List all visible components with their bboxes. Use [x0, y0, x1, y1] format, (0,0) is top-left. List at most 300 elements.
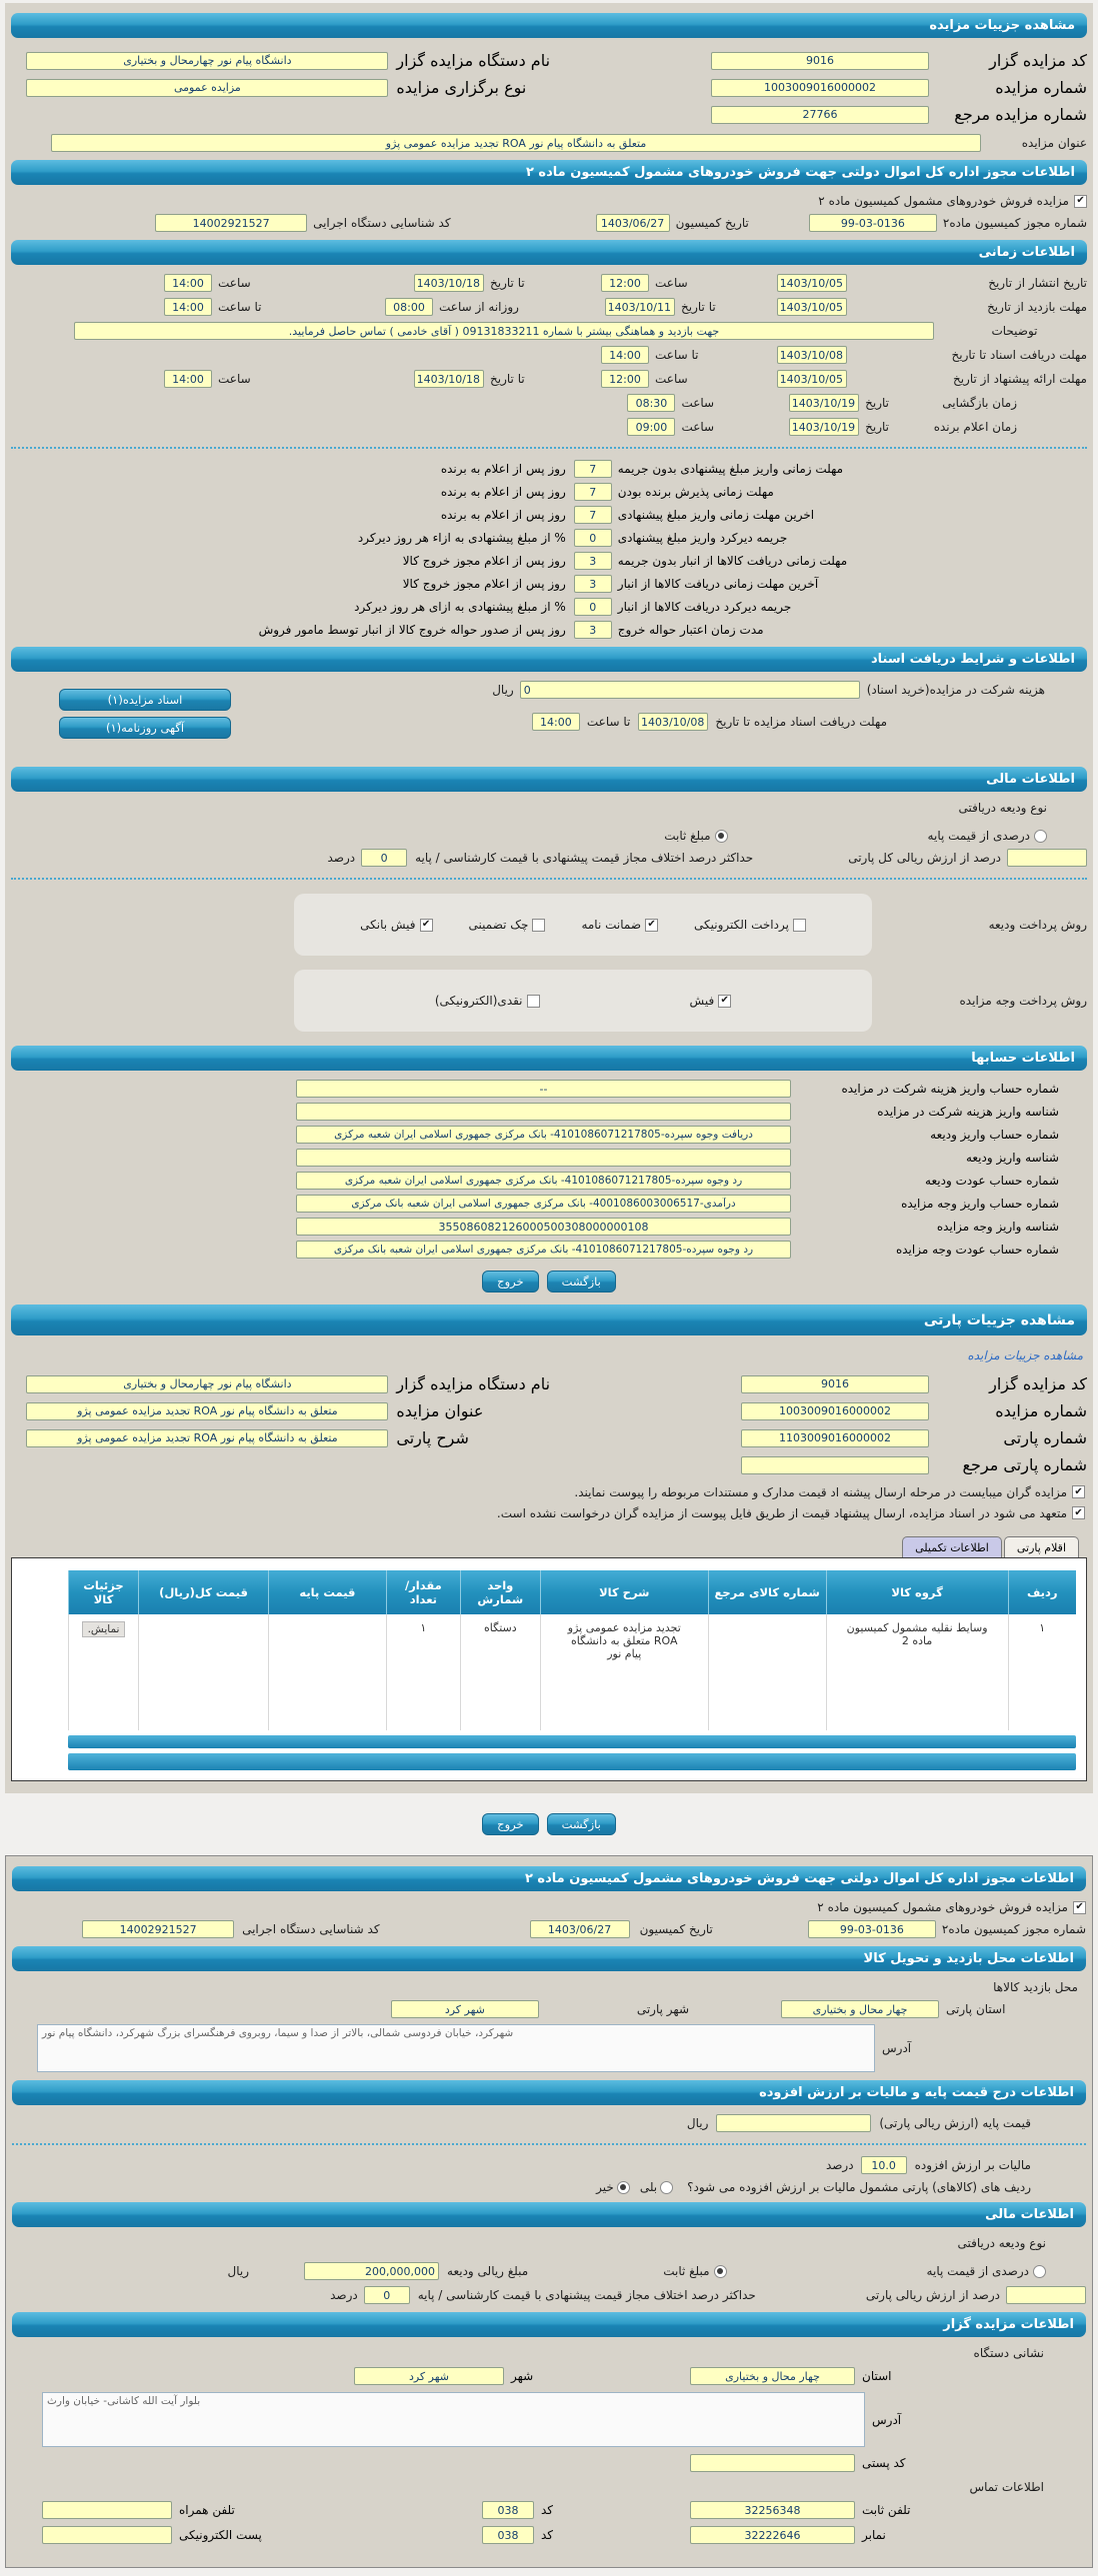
field-auctioneer-code — [554, 1374, 1087, 1393]
col-goods-group: گروه کالا — [826, 1570, 1008, 1614]
visit-to-date-input[interactable] — [605, 298, 675, 316]
attachment-required-row — [13, 1485, 1085, 1499]
phone-code-input[interactable] — [482, 2501, 534, 2519]
account-input[interactable] — [296, 1195, 791, 1213]
guaranteed-check-option — [469, 918, 546, 932]
mobile-label: تلفن همراه — [179, 2503, 235, 2517]
percent-row — [12, 2286, 1086, 2304]
fax-input[interactable] — [690, 2526, 855, 2544]
bank-receipt-label: فیش بانکی — [360, 918, 416, 932]
deadline-suffix: روز پس از اعلام مجوز خروج کالا — [402, 554, 566, 568]
section-header-location — [12, 1946, 1086, 1971]
permit-number-input[interactable] — [808, 1920, 936, 1938]
winner-date-input[interactable] — [789, 418, 859, 436]
cell-goods-group: وسایط نقلیه مشمول کمیسیون ماده 2 — [826, 1614, 1008, 1730]
party-reference-label: شماره پارتی مرجع — [962, 1455, 1087, 1474]
fixed-amount-radio-label: مبلغ ثابت — [663, 2264, 710, 2278]
email-label: پست الکترونیکی — [179, 2528, 262, 2542]
section-header-auction-details — [11, 13, 1087, 38]
auction-number-label: شماره مزایده — [995, 78, 1087, 97]
vat-input[interactable] — [861, 2156, 907, 2174]
deadline-value-input[interactable] — [574, 460, 612, 478]
section-header-permit — [11, 160, 1087, 185]
table-footer-bar — [68, 1735, 1076, 1748]
deadline-row — [11, 483, 1087, 501]
cell-total-price — [139, 1614, 269, 1730]
agency-name-label: نام دستگاه مزایده گزار — [396, 1374, 551, 1393]
mobile-input[interactable] — [42, 2501, 172, 2519]
reference-number-input[interactable] — [711, 106, 929, 124]
fax-label: نمابر — [862, 2528, 886, 2542]
party-description-input[interactable] — [26, 1429, 388, 1447]
percent-of-total-label: درصد از ارزش ریالی کل پارتی — [848, 851, 1001, 865]
visit-until-label: تا ساعت — [218, 300, 262, 314]
section-title: اطلاعات درج قیمت پایه و مالیات بر ارزش افزوده — [759, 2085, 1074, 2100]
account-label: شناسه واریز ودیعه — [965, 1151, 1059, 1165]
account-row — [11, 1241, 1087, 1259]
deadline-suffix: روز پس از اعلام به برنده — [440, 462, 566, 476]
party-address-row — [12, 2024, 1086, 2072]
publish-from-date-input[interactable] — [777, 274, 847, 292]
percent-of-total-input[interactable] — [1007, 849, 1087, 867]
deadline-suffix: % از مبلغ پیشنهادی به ازای هر روز دیرکرد — [354, 600, 566, 614]
table-pager-bar[interactable] — [68, 1753, 1076, 1770]
section-title: اطلاعات مالی — [985, 2207, 1074, 2222]
auctioneer-code-label: کد مزایده گزار — [989, 51, 1087, 70]
docs-deadline-hour-input[interactable] — [601, 346, 649, 364]
commission-date-label: تاریخ کمیسیون — [675, 216, 749, 230]
section-header-permit2 — [12, 1866, 1086, 1891]
max-diff-input[interactable] — [361, 849, 407, 867]
offer-to-label: تا تاریخ — [490, 372, 525, 386]
table-row — [69, 1614, 1077, 1730]
deadline-value-input[interactable] — [574, 575, 612, 593]
madeh2-checkbox[interactable] — [1074, 195, 1087, 208]
bank-receipt-option — [360, 918, 432, 932]
fax-row — [12, 2526, 1086, 2544]
deadline-row — [11, 552, 1087, 570]
offer-from-date-input[interactable] — [777, 370, 847, 388]
account-row — [11, 1103, 1087, 1121]
opening-hour-label: ساعت — [681, 396, 715, 410]
account-input[interactable] — [296, 1149, 791, 1167]
section-title: اطلاعات مجوز اداره کل اموال دولتی جهت فروش خودروهای مشمول کمیسیون ماده ۲ — [524, 1871, 1074, 1886]
publish-dates-row — [11, 274, 1087, 292]
docs-deadline-row — [11, 346, 1087, 364]
section-title: اطلاعات حسابها — [971, 1051, 1075, 1066]
executive-id-label: کد شناسایی دستگاه اجرایی — [313, 216, 451, 230]
winner-time-row — [11, 418, 1087, 436]
max-diff-label: حداکثر درصد اختلاف مجاز قیمت پیشنهادی با قیمت کارشناسی / پایه — [415, 851, 754, 865]
show-details-button[interactable]: نمایش. — [82, 1621, 126, 1637]
cash-electronic-checkbox[interactable] — [527, 995, 540, 1008]
deadline-suffix: روز پس از اعلام به برنده — [440, 485, 566, 499]
table-header-row — [69, 1570, 1077, 1614]
base-price-row — [12, 2114, 1086, 2132]
opening-label: زمان بازگشایی — [942, 396, 1017, 410]
offer-to-hour-input[interactable] — [164, 370, 212, 388]
account-label: شناسه واریز هزینه شرکت در مزایده — [877, 1105, 1059, 1119]
auction-title-input[interactable] — [26, 1402, 388, 1420]
notes-input[interactable] — [74, 322, 934, 340]
offer-to-date-input[interactable] — [414, 370, 484, 388]
deadline-value-input[interactable] — [574, 552, 612, 570]
section-title: اطلاعات مالی — [986, 772, 1075, 787]
rial-unit-label: ریال — [686, 2116, 709, 2130]
account-label: شماره حساب واریز ودیعه — [930, 1128, 1059, 1142]
deadline-label: مهلت زمانی واریز مبلغ پیشنهادی بدون جریمه — [617, 462, 844, 476]
organizer-city-label: شهر — [511, 2369, 534, 2383]
deadline-value-input[interactable] — [574, 529, 612, 547]
party-province-input[interactable] — [781, 2000, 939, 2018]
deadline-value-input[interactable] — [574, 621, 612, 639]
organizer-address-row — [12, 2392, 1086, 2447]
deadline-value-input[interactable] — [574, 598, 612, 616]
no-file-request-checkbox[interactable] — [1072, 1506, 1085, 1519]
organizer-address-subtitle: نشانی دستگاه — [973, 2346, 1044, 2360]
field-auction-type — [11, 78, 554, 97]
section-title: مشاهده جزییات مزایده — [929, 18, 1075, 33]
auction-number-input[interactable] — [711, 79, 929, 97]
cell-reference-number — [708, 1614, 826, 1730]
visit-label: مهلت بازدید از تاریخ — [987, 300, 1087, 314]
divider — [11, 878, 1087, 880]
section-header-organizer — [12, 2312, 1086, 2337]
receipt-option — [690, 994, 732, 1008]
section-title: اطلاعات مزایده گزار — [943, 2317, 1074, 2332]
auction-number-input[interactable] — [741, 1402, 929, 1420]
email-input[interactable] — [42, 2526, 172, 2544]
vat-label: مالیات بر ارزش افزوده — [914, 2158, 1031, 2172]
reference-number-label: شماره مزایده مرجع — [954, 105, 1087, 124]
organizer-province-input[interactable] — [690, 2367, 855, 2385]
account-input[interactable] — [296, 1126, 791, 1144]
deadline-label: جریمه دیرکرد دریافت کالاها از انبار — [617, 600, 792, 614]
agency-name-input[interactable] — [26, 1375, 388, 1393]
receipt-label: فیش — [689, 994, 715, 1008]
docs-deadline-date-input[interactable] — [777, 346, 847, 364]
deposit-type-label: نوع ودیعه دریافتی — [958, 801, 1047, 815]
party-detail-panel — [5, 1855, 1093, 2568]
field-auctioneer-code — [554, 51, 1087, 70]
field-agency-name — [11, 1374, 554, 1393]
fee-unit-label: ریال — [492, 683, 514, 697]
agency-name-input[interactable] — [26, 52, 388, 70]
documents-deadline-hour-label: تا ساعت — [586, 715, 631, 729]
fee-input[interactable] — [520, 681, 860, 699]
percent-of-base-radio[interactable] — [1033, 2265, 1046, 2278]
col-row-number: ردیف — [1008, 1570, 1076, 1614]
percent-of-total-label: درصد از ارزش ریالی پارتی — [865, 2288, 1000, 2302]
notes-row — [11, 322, 1087, 340]
deposit-type-options-row — [12, 2262, 1086, 2280]
deadline-label: اخرین مهلت زمانی واریز مبلغ پیشنهادی — [617, 508, 815, 522]
visit-to-label: تا تاریخ — [681, 300, 716, 314]
percent-of-base-radio-label: درصدی از قیمت پایه — [926, 2264, 1029, 2278]
empty-cell — [11, 1455, 554, 1474]
madeh2-checkbox[interactable] — [1073, 1901, 1086, 1914]
visit-daily-label: روزانه از ساعت — [439, 300, 519, 314]
cash-electronic-label: نقدی(الکترونیکی) — [434, 994, 523, 1008]
winner-label: زمان اعلام برنده — [933, 420, 1017, 434]
organizer-address-label: آدرس — [872, 2412, 902, 2427]
section-header-pricing — [12, 2080, 1086, 2105]
col-reference-number: شماره کالای مرجع — [708, 1570, 826, 1614]
vat-row — [12, 2156, 1086, 2174]
cash-electronic-option — [435, 994, 540, 1008]
visit-from-hour-input[interactable] — [385, 298, 433, 316]
party-buttons-row — [0, 1813, 1098, 1835]
party-province-row — [12, 2000, 1086, 2018]
publish-from-hour-input[interactable] — [601, 274, 649, 292]
phone-code-label: کد — [541, 2503, 554, 2517]
attachment-required-label: مزایده گران میبایست در مرحله ارسال پیشنه اد قیمت مدارک و مستندات مربوطه را پیوست نمایند. — [574, 1485, 1067, 1499]
empty-cell — [11, 105, 554, 124]
party-summary-grid — [11, 1370, 1087, 1478]
deadline-suffix: روز پس از اعلام مجوز خروج کالا — [402, 577, 566, 591]
organizer-province-row — [12, 2367, 1086, 2385]
executive-id-label: کد شناسایی دستگاه اجرایی — [242, 1922, 380, 1936]
receipt-checkbox[interactable] — [718, 995, 731, 1008]
account-label: شماره حساب واریز هزینه شرکت در مزایده — [841, 1082, 1059, 1096]
back-button[interactable]: بازگشت — [547, 1813, 616, 1835]
documents-side-buttons — [59, 683, 231, 745]
deadline-row — [11, 598, 1087, 616]
fax-code-label: کد — [541, 2528, 554, 2542]
field-party-description — [11, 1428, 554, 1447]
auction-title-input[interactable] — [51, 134, 981, 152]
attachment-required-checkbox[interactable] — [1072, 1485, 1085, 1498]
percent-of-total-input[interactable] — [1006, 2286, 1086, 2304]
phone-label: تلفن ثابت — [862, 2503, 911, 2517]
base-price-input[interactable] — [716, 2114, 871, 2132]
permit-row — [12, 1920, 1086, 1938]
field-party-reference — [554, 1455, 1087, 1474]
deposit-type-options-row — [11, 829, 1087, 843]
deposit-amount-input[interactable] — [304, 2262, 439, 2280]
madeh2-checkbox-label: مزایده فروش خودروهای مشمول کمیسیون ماده ۲ — [818, 194, 1069, 208]
phone-input[interactable] — [690, 2501, 855, 2519]
commission-date-input[interactable] — [596, 214, 670, 232]
col-unit: واحد شمارش — [460, 1570, 540, 1614]
auctioneer-code-label: کد مزایده گزار — [989, 1374, 1087, 1393]
party-city-label: شهر پارتی — [636, 2002, 689, 2016]
opening-date-label: تاریخ — [865, 396, 889, 410]
opening-time-row — [11, 394, 1087, 412]
organizer-province-label: استان — [862, 2369, 892, 2383]
deadline-label: مهلت زمانی دریافت کالاها از انبار بدون جریمه — [617, 554, 848, 568]
account-label: شناسه واریز وجه مزایده — [936, 1220, 1059, 1234]
electronic-payment-checkbox[interactable] — [793, 919, 806, 932]
madeh2-checkbox-label: مزایده فروش خودروهای مشمول کمیسیون ماده ۲ — [817, 1900, 1068, 1914]
auction-summary-grid — [11, 47, 1087, 128]
organizer-address-textarea[interactable] — [42, 2392, 865, 2447]
deadline-suffix: روز پس از صدور حواله خروج کالا از انبار توسط مامور فروش — [258, 623, 566, 637]
section-title: اطلاعات زمانی — [978, 245, 1075, 260]
party-number-label: شماره پارتی — [1003, 1428, 1087, 1447]
payment-method-box — [294, 970, 872, 1032]
visit-to-hour-input[interactable] — [164, 298, 212, 316]
divider — [11, 447, 1087, 449]
party-address-textarea[interactable] — [37, 2024, 875, 2072]
field-auction-number — [554, 78, 1087, 97]
account-input[interactable] — [296, 1103, 791, 1121]
max-diff-label: حداکثر درصد اختلاف مجاز قیمت پیشنهادی با قیمت کارشناسی / پایه — [417, 2288, 756, 2302]
deadline-label: آخرین مهلت زمانی دریافت کالاها از انبار — [617, 577, 819, 591]
deadline-row — [11, 575, 1087, 593]
percent-of-base-radio[interactable] — [1034, 830, 1047, 843]
notes-label: توضیحات — [991, 324, 1038, 338]
madeh2-checkbox-row — [11, 194, 1087, 208]
organizer-city-input[interactable] — [354, 2367, 504, 2385]
rial-unit-label: ریال — [227, 2264, 250, 2278]
guaranteed-check-checkbox[interactable] — [532, 919, 545, 932]
account-label: شماره حساب عودت وجه مزایده — [895, 1243, 1059, 1257]
deadline-row — [11, 621, 1087, 639]
auction-type-input[interactable] — [26, 79, 388, 97]
party-province-label: استان پارتی — [946, 2002, 1006, 2016]
guarantee-letter-checkbox[interactable] — [645, 919, 658, 932]
winner-hour-input[interactable] — [627, 418, 675, 436]
bank-receipt-checkbox[interactable] — [420, 919, 433, 932]
vat-no-label: خیر — [596, 2180, 614, 2194]
executive-id-input[interactable] — [82, 1920, 234, 1938]
fee-label: هزینه شرکت در مزایده(خرید اسناد) — [866, 683, 1045, 697]
opening-hour-input[interactable] — [627, 394, 675, 412]
field-auction-title — [11, 134, 1087, 152]
back-button[interactable]: بازگشت — [547, 1271, 616, 1292]
exit-button[interactable]: خروج — [482, 1813, 538, 1835]
section-title: اطلاعات و شرایط دریافت اسناد — [870, 652, 1075, 667]
documents-deadline-label: مهلت دریافت اسناد مزایده تا تاریخ — [715, 715, 887, 729]
account-input[interactable] — [296, 1241, 791, 1259]
tab-party-items[interactable]: اقلام پارتی — [1004, 1536, 1079, 1557]
exit-button[interactable]: خروج — [482, 1271, 538, 1292]
cell-unit: دستگاه — [460, 1614, 540, 1730]
field-agency-name — [11, 51, 554, 70]
account-input[interactable] — [296, 1080, 791, 1098]
offer-label: مهلت ارائه پیشنهاد از تاریخ — [952, 372, 1087, 386]
phone-row — [12, 2501, 1086, 2519]
auctioneer-code-input[interactable] — [711, 52, 929, 70]
documents-deadline-hour-input[interactable] — [532, 713, 580, 731]
deadline-suffix: روز پس از اعلام به برنده — [440, 508, 566, 522]
field-reference-number — [554, 105, 1087, 124]
publish-label: تاریخ انتشار از تاریخ — [988, 276, 1087, 290]
permit-row — [11, 214, 1087, 232]
docs-deadline-label: مهلت دریافت اسناد تا تاریخ — [951, 348, 1087, 362]
max-diff-input[interactable] — [364, 2286, 410, 2304]
publish-to-date-input[interactable] — [414, 274, 484, 292]
deadline-value-input[interactable] — [574, 483, 612, 501]
postal-code-input[interactable] — [690, 2454, 855, 2472]
deposit-method-row — [11, 894, 1087, 956]
percent-of-base-radio-label: درصدی از قیمت پایه — [927, 829, 1030, 843]
party-address-label: آدرس — [882, 2041, 912, 2055]
section-header-finance2 — [12, 2202, 1086, 2227]
auction-title-label: عنوان مزایده — [396, 1401, 484, 1420]
newspaper-ad-button[interactable]: آگهی روزنامه(۱) — [59, 717, 231, 739]
permit-number-label: شماره مجوز کمیسیون ماده۲ — [941, 1922, 1086, 1936]
permit-number-input[interactable] — [809, 214, 937, 232]
party-city-input[interactable] — [391, 2000, 539, 2018]
view-auction-details-link[interactable]: مشاهده جزییات مزایده — [967, 1348, 1083, 1362]
section-header-documents — [11, 647, 1087, 672]
deadline-row — [11, 460, 1087, 478]
section-title: اطلاعات محل بازدید و تحویل کالا — [863, 1951, 1074, 1966]
visit-place-subtitle: محل بازدید کالاها — [993, 1980, 1078, 1994]
account-input[interactable] — [296, 1172, 791, 1190]
deposit-type-row — [11, 801, 1087, 815]
deadline-row — [11, 529, 1087, 547]
electronic-payment-option — [694, 918, 806, 932]
account-label: شماره حساب عودت ودیعه — [925, 1174, 1059, 1188]
deposit-type-row — [12, 2236, 1086, 2250]
deadline-value-input[interactable] — [574, 506, 612, 524]
auction-number-label: شماره مزایده — [995, 1401, 1087, 1420]
executive-id-input[interactable] — [155, 214, 307, 232]
cell-goods-description: تجدید مزایده عمومی پژو ROA متعلق به دانشگاه پیام نور — [540, 1614, 708, 1730]
offer-hour-label: ساعت — [655, 372, 688, 386]
offer-dates-row — [11, 370, 1087, 388]
section-header-party-details — [11, 1304, 1087, 1335]
account-row — [11, 1218, 1087, 1236]
guarantee-letter-option — [581, 918, 658, 932]
auction-title-label: عنوان مزایده — [1021, 136, 1087, 150]
account-row — [11, 1126, 1087, 1144]
party-tabs — [11, 1536, 1087, 1557]
fixed-amount-radio[interactable] — [715, 830, 728, 843]
offer-to-hour-label: ساعت — [218, 372, 251, 386]
section-header-timing — [11, 240, 1087, 265]
vat-no-radio[interactable] — [617, 2181, 630, 2194]
visit-from-date-input[interactable] — [777, 298, 847, 316]
col-quantity: مقدار/ تعداد — [386, 1570, 460, 1614]
publish-to-hour-input[interactable] — [164, 274, 212, 292]
offer-from-hour-input[interactable] — [601, 370, 649, 388]
percent-row — [11, 849, 1087, 867]
deadline-label: مهلت زمانی پذیرش برنده بودن — [617, 485, 774, 499]
party-reference-input[interactable] — [741, 1456, 929, 1474]
base-price-label: قیمت پایه (ارزش ریالی پارتی) — [879, 2116, 1031, 2130]
fixed-amount-radio[interactable] — [714, 2265, 727, 2278]
fax-code-input[interactable] — [482, 2526, 534, 2544]
documents-deadline-date-input[interactable] — [638, 713, 708, 731]
cell-row-number: ۱ — [1008, 1614, 1076, 1730]
section-header-accounts — [11, 1046, 1087, 1071]
party-number-input[interactable] — [741, 1429, 929, 1447]
madeh2-checkbox-row — [12, 1900, 1086, 1914]
section-header-finance1 — [11, 767, 1087, 792]
commission-date-input[interactable] — [530, 1920, 630, 1938]
divider — [12, 2143, 1086, 2145]
electronic-payment-label: پرداخت الکترونیکی — [694, 918, 789, 932]
vat-yes-label: بلی — [639, 2180, 658, 2194]
auctioneer-code-input[interactable] — [741, 1375, 929, 1393]
vat-yes-radio[interactable] — [660, 2181, 673, 2194]
field-party-number — [554, 1428, 1087, 1447]
publish-to-label: تا تاریخ — [490, 276, 525, 290]
fixed-amount-radio-label: مبلغ ثابت — [664, 829, 711, 843]
account-input[interactable] — [296, 1218, 791, 1236]
auction-documents-button[interactable]: اسناد مزایده(۱) — [59, 689, 231, 711]
section-title: اطلاعات مجوز اداره کل اموال دولتی جهت فروش خودروهای مشمول کمیسیون ماده ۲ — [525, 165, 1075, 180]
tab-additional-info[interactable]: اطلاعات تکمیلی — [902, 1536, 1002, 1557]
winner-hour-label: ساعت — [681, 420, 715, 434]
opening-date-input[interactable] — [789, 394, 859, 412]
account-row — [11, 1149, 1087, 1167]
payment-method-label: روش پرداخت وجه مزایده — [959, 994, 1087, 1008]
